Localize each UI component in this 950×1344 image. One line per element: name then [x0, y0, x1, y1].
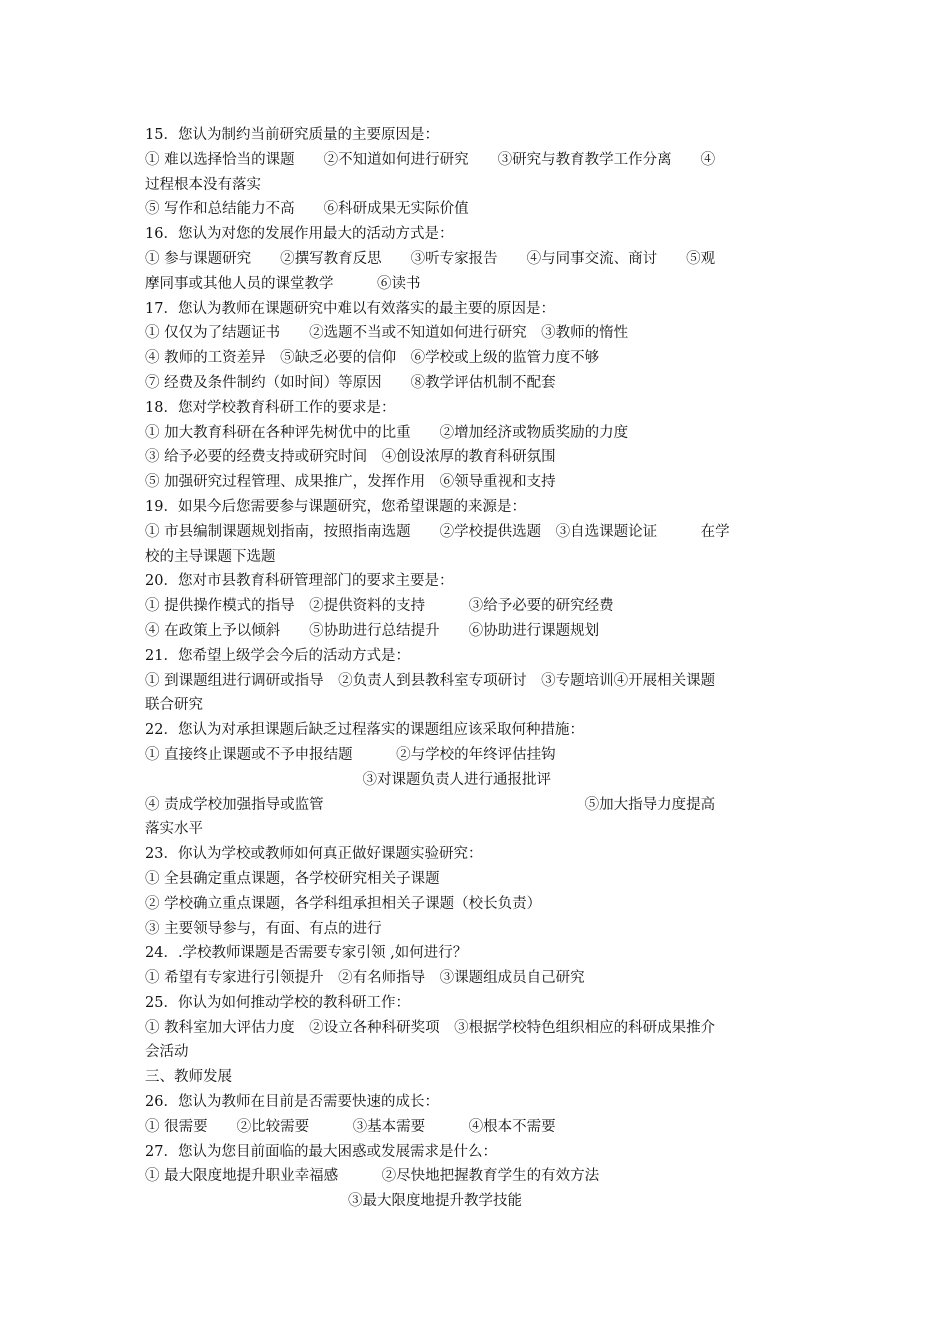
text-line: ① 市县编制课题规划指南，按照指南选题 ②学校提供选题 ③自选课题论证 在学: [145, 523, 730, 540]
text-line: 21．您希望上级学会今后的活动方式是：: [145, 647, 410, 664]
text-line: ④ 教师的工资差异 ⑤缺乏必要的信仰 ⑥学校或上级的监管力度不够: [145, 350, 600, 367]
text-line: ① 提供操作模式的指导 ②提供资料的支持 ③给予必要的研究经费: [145, 598, 614, 615]
text-line: ① 希望有专家进行引领提升 ②有名师指导 ③课题组成员自己研究: [145, 970, 585, 987]
text-line: ④ 责成学校加强指导或监管 ⑤加大指导力度提高: [145, 796, 716, 813]
text-line: 25．你认为如何推动学校的教科研工作：: [145, 994, 410, 1011]
text-line: ⑤ 写作和总结能力不高 ⑥科研成果无实际价值: [145, 201, 469, 218]
text-line: ⑦ 经费及条件制约（如时间）等原因 ⑧教学评估机制不配套: [145, 374, 556, 391]
text-line: 24．.学校教师课题是否需要专家引领 ,如何进行？: [145, 945, 468, 962]
text-line: ③ 给予必要的经费支持或研究时间 ④创设浓厚的教育科研氛围: [145, 449, 556, 466]
text-line: ① 加大教育科研在各种评先树优中的比重 ②增加经济或物质奖励的力度: [145, 424, 629, 441]
text-line: ① 难以选择恰当的课题 ②不知道如何进行研究 ③研究与教育教学工作分离 ④: [145, 151, 716, 168]
text-line: 17．您认为教师在课题研究中难以有效落实的最主要的原因是：: [145, 300, 555, 317]
text-line: ① 全县确定重点课题，各学校研究相关子课题: [145, 870, 440, 887]
text-line: ⑤ 加强研究过程管理、成果推广，发挥作用 ⑥领导重视和支持: [145, 474, 556, 491]
text-line: ④ 在政策上予以倾斜 ⑤协助进行总结提升 ⑥协助进行课题规划: [145, 622, 600, 639]
text-line: ① 到课题组进行调研或指导 ②负责人到县教科室专项研讨 ③专题培训④开展相关课题: [145, 672, 716, 689]
text-line: 22．您认为对承担课题后缺乏过程落实的课题组应该采取何种措施：: [145, 722, 584, 739]
text-line: ① 教科室加大评估力度 ②设立各种科研奖项 ③根据学校特色组织相应的科研成果推介: [145, 1019, 716, 1036]
text-line: 落实水平: [145, 821, 203, 838]
text-line: ① 最大限度地提升职业幸福感 ②尽快地把握教育学生的有效方法: [145, 1168, 600, 1185]
text-line: 联合研究: [145, 697, 203, 714]
text-line: 23．你认为学校或教师如何真正做好课题实验研究：: [145, 846, 483, 863]
text-line: 会活动: [145, 1044, 189, 1061]
text-line: ① 很需要 ②比较需要 ③基本需要 ④根本不需要: [145, 1118, 556, 1135]
text-line: 过程根本没有落实: [145, 176, 261, 193]
text-line: ③最大限度地提升教学技能: [145, 1193, 522, 1210]
text-line: 18．您对学校教育科研工作的要求是：: [145, 399, 396, 416]
text-line: 三、教师发展: [145, 1069, 232, 1086]
text-line: ① 直接终止课题或不予申报结题 ②与学校的年终评估挂钩: [145, 746, 556, 763]
text-line: 26．您认为教师在目前是否需要快速的成长：: [145, 1094, 439, 1111]
text-line: 摩同事或其他人员的课堂教学 ⑥读书: [145, 275, 421, 292]
document-body: [145, 123, 807, 1214]
text-line: ① 参与课题研究 ②撰写教育反思 ③听专家报告 ④与同事交流、商讨 ⑤观: [145, 250, 716, 267]
text-line: ① 仅仅为了结题证书 ②选题不当或不知道如何进行研究 ③教师的惰性: [145, 325, 629, 342]
text-line: 20．您对市县教育科研管理部门的要求主要是：: [145, 573, 454, 590]
text-line: 16．您认为对您的发展作用最大的活动方式是：: [145, 226, 454, 243]
text-line: 15．您认为制约当前研究质量的主要原因是：: [145, 127, 439, 143]
text-line: ② 学校确立重点课题，各学科组承担相关子课题（校长负责）: [145, 895, 542, 912]
text-line: 27．您认为您目前面临的最大困惑或发展需求是什么：: [145, 1143, 497, 1160]
text-line: 校的主导课题下选题: [145, 548, 276, 565]
text-line: ③ 主要领导参与，有面、有点的进行: [145, 920, 382, 937]
text-line: ③对课题负责人进行通报批评: [145, 771, 551, 788]
text-line: 19．如果今后您需要参与课题研究，您希望课题的来源是：: [145, 498, 526, 515]
